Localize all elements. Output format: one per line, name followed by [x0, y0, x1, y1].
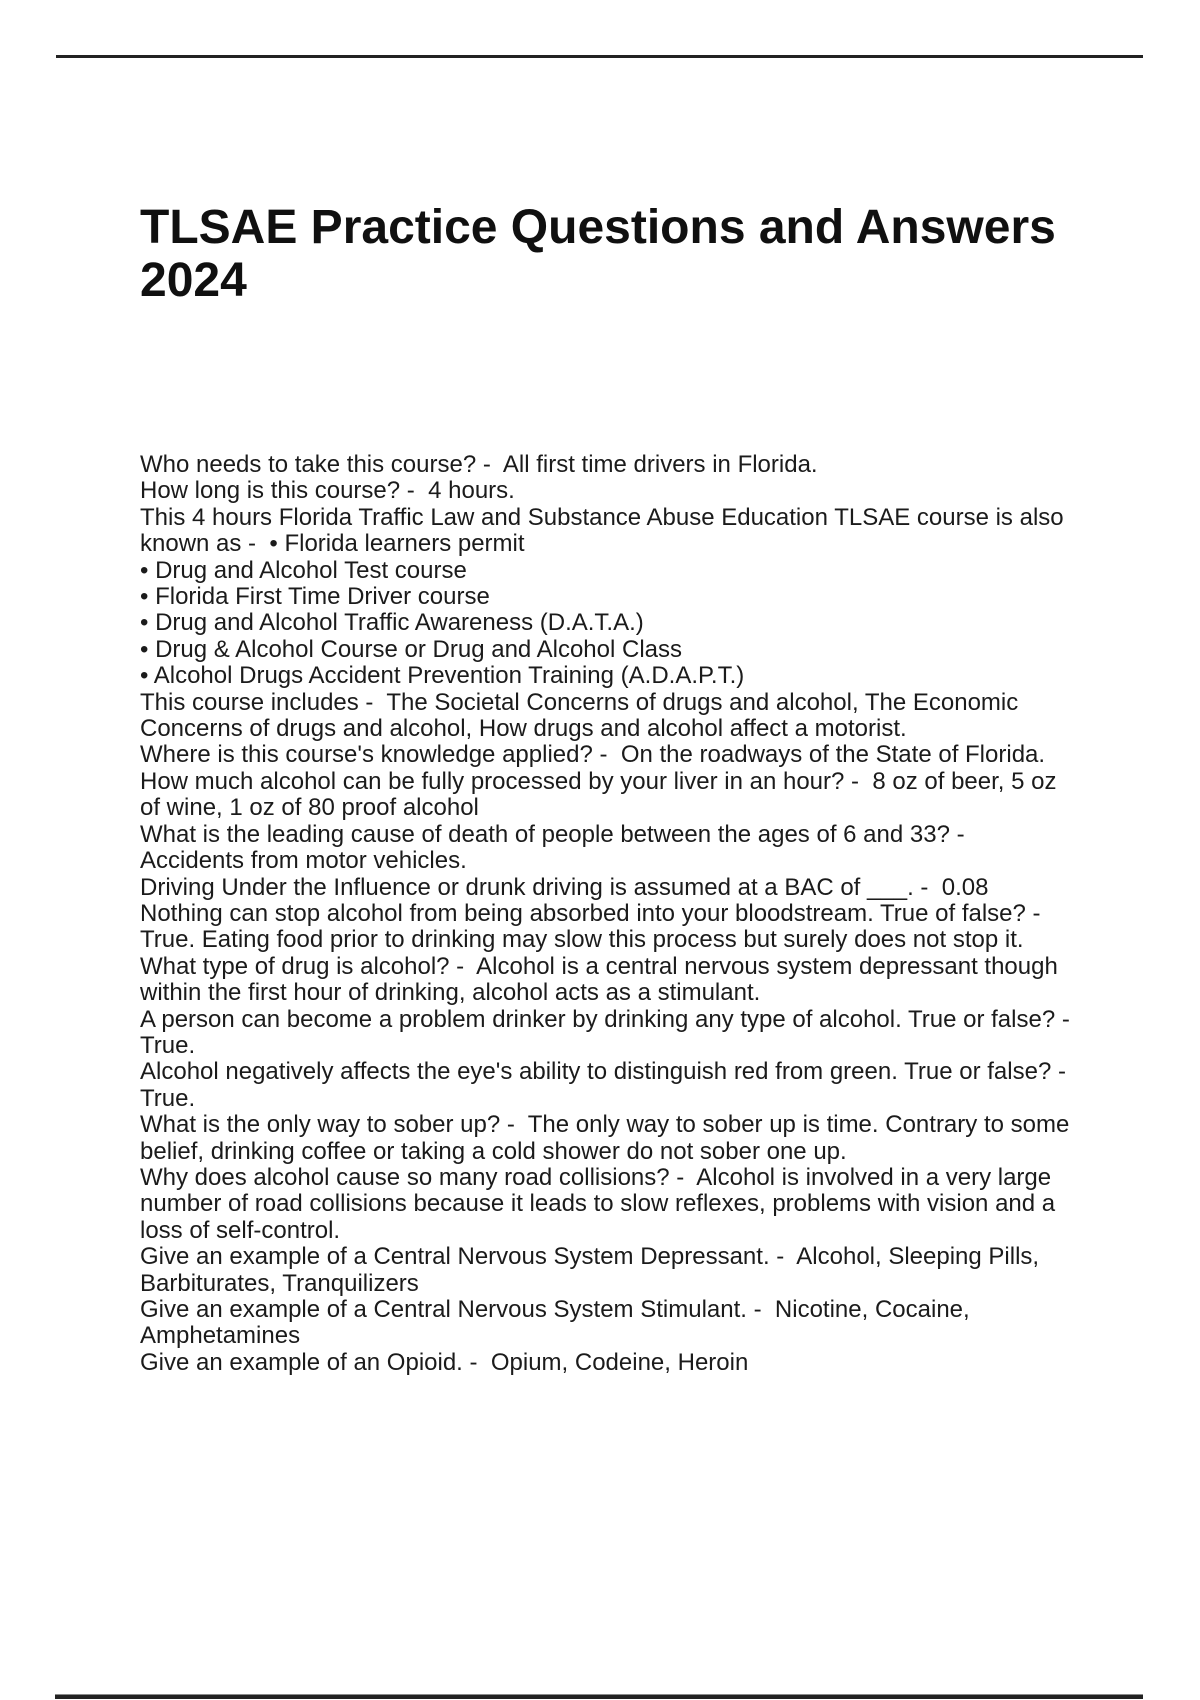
- text-line: Driving Under the Influence or drunk driving is assumed at a BAC of ___. - 0.08: [140, 873, 989, 901]
- text-line: Amphetamines: [140, 1322, 301, 1350]
- text-line: known as - • Florida learners permit: [140, 530, 525, 558]
- top-divider: [56, 55, 1143, 58]
- text-line: of wine, 1 oz of 80 proof alcohol: [140, 794, 479, 822]
- text-line: True.: [140, 1031, 196, 1059]
- text-line: • Drug and Alcohol Traffic Awareness (D.A.T.A.): [140, 609, 644, 637]
- text-line: • Florida First Time Driver course: [140, 583, 490, 611]
- text-line: • Drug & Alcohol Course or Drug and Alcohol Class: [140, 635, 683, 663]
- text-line: This course includes - The Societal Concerns of drugs and alcohol, The Economic: [140, 688, 1019, 716]
- text-line: Give an example of a Central Nervous System Stimulant. - Nicotine, Cocaine,: [140, 1296, 970, 1323]
- text-line: This 4 hours Florida Traffic Law and Substance Abuse Education TLSAE course is also: [140, 503, 1064, 531]
- text-line: Nothing can stop alcohol from being absorbed into your bloodstream. True of false? -: [140, 899, 1041, 927]
- text-line: What type of drug is alcohol? - Alcohol is a central nervous system depressant though: [140, 952, 1058, 980]
- text-line: belief, drinking coffee or taking a cold shower do not sober one up.: [140, 1137, 847, 1165]
- text-line: • Alcohol Drugs Accident Prevention Training (A.D.A.P.T.): [140, 662, 745, 690]
- text-line: What is the leading cause of death of people between the ages of 6 and 33? -: [140, 820, 965, 848]
- page-title-line-1: TLSAE Practice Questions and Answers: [140, 201, 1056, 254]
- text-line: A person can become a problem drinker by drinking any type of alcohol. True or false? -: [140, 1005, 1070, 1033]
- text-line: Where is this course's knowledge applied? - On the roadways of the State of Florida.: [140, 741, 1046, 769]
- page-title: [140, 201, 1056, 307]
- text-line: Barbiturates, Tranquilizers: [140, 1269, 419, 1297]
- text-line: loss of self-control.: [140, 1216, 341, 1244]
- text-line: How much alcohol can be fully processed by your liver in an hour? - 8 oz of beer, 5 oz: [140, 767, 1057, 795]
- page-title-line-2: 2024: [140, 254, 247, 307]
- text-line: Accidents from motor vehicles.: [140, 847, 467, 875]
- text-line: Alcohol negatively affects the eye's ability to distinguish red from green. True or false? -: [140, 1058, 1066, 1086]
- text-line: True. Eating food prior to drinking may slow this process but surely does not stop it.: [140, 926, 1024, 954]
- text-line: Give an example of an Opioid. - Opium, Codeine, Heroin: [140, 1348, 749, 1376]
- body-text: [140, 452, 1070, 1376]
- text-line: True.: [140, 1084, 196, 1112]
- text-line: Who needs to take this course? - All first time drivers in Florida.: [140, 451, 818, 478]
- text-line: Concerns of drugs and alcohol, How drugs and alcohol affect a motorist.: [140, 715, 907, 743]
- text-line: within the first hour of drinking, alcohol acts as a stimulant.: [140, 979, 761, 1007]
- text-line: Give an example of a Central Nervous System Depressant. - Alcohol, Sleeping Pills,: [140, 1243, 1040, 1271]
- text-line: • Drug and Alcohol Test course: [140, 556, 467, 584]
- text-line: How long is this course? - 4 hours.: [140, 477, 515, 505]
- bottom-divider: [55, 1694, 1143, 1699]
- text-line: Why does alcohol cause so many road collisions? - Alcohol is involved in a very large: [140, 1163, 1052, 1191]
- text-line: What is the only way to sober up? - The only way to sober up is time. Contrary to some: [140, 1111, 1070, 1139]
- text-line: number of road collisions because it leads to slow reflexes, problems with vision and a: [140, 1190, 1056, 1218]
